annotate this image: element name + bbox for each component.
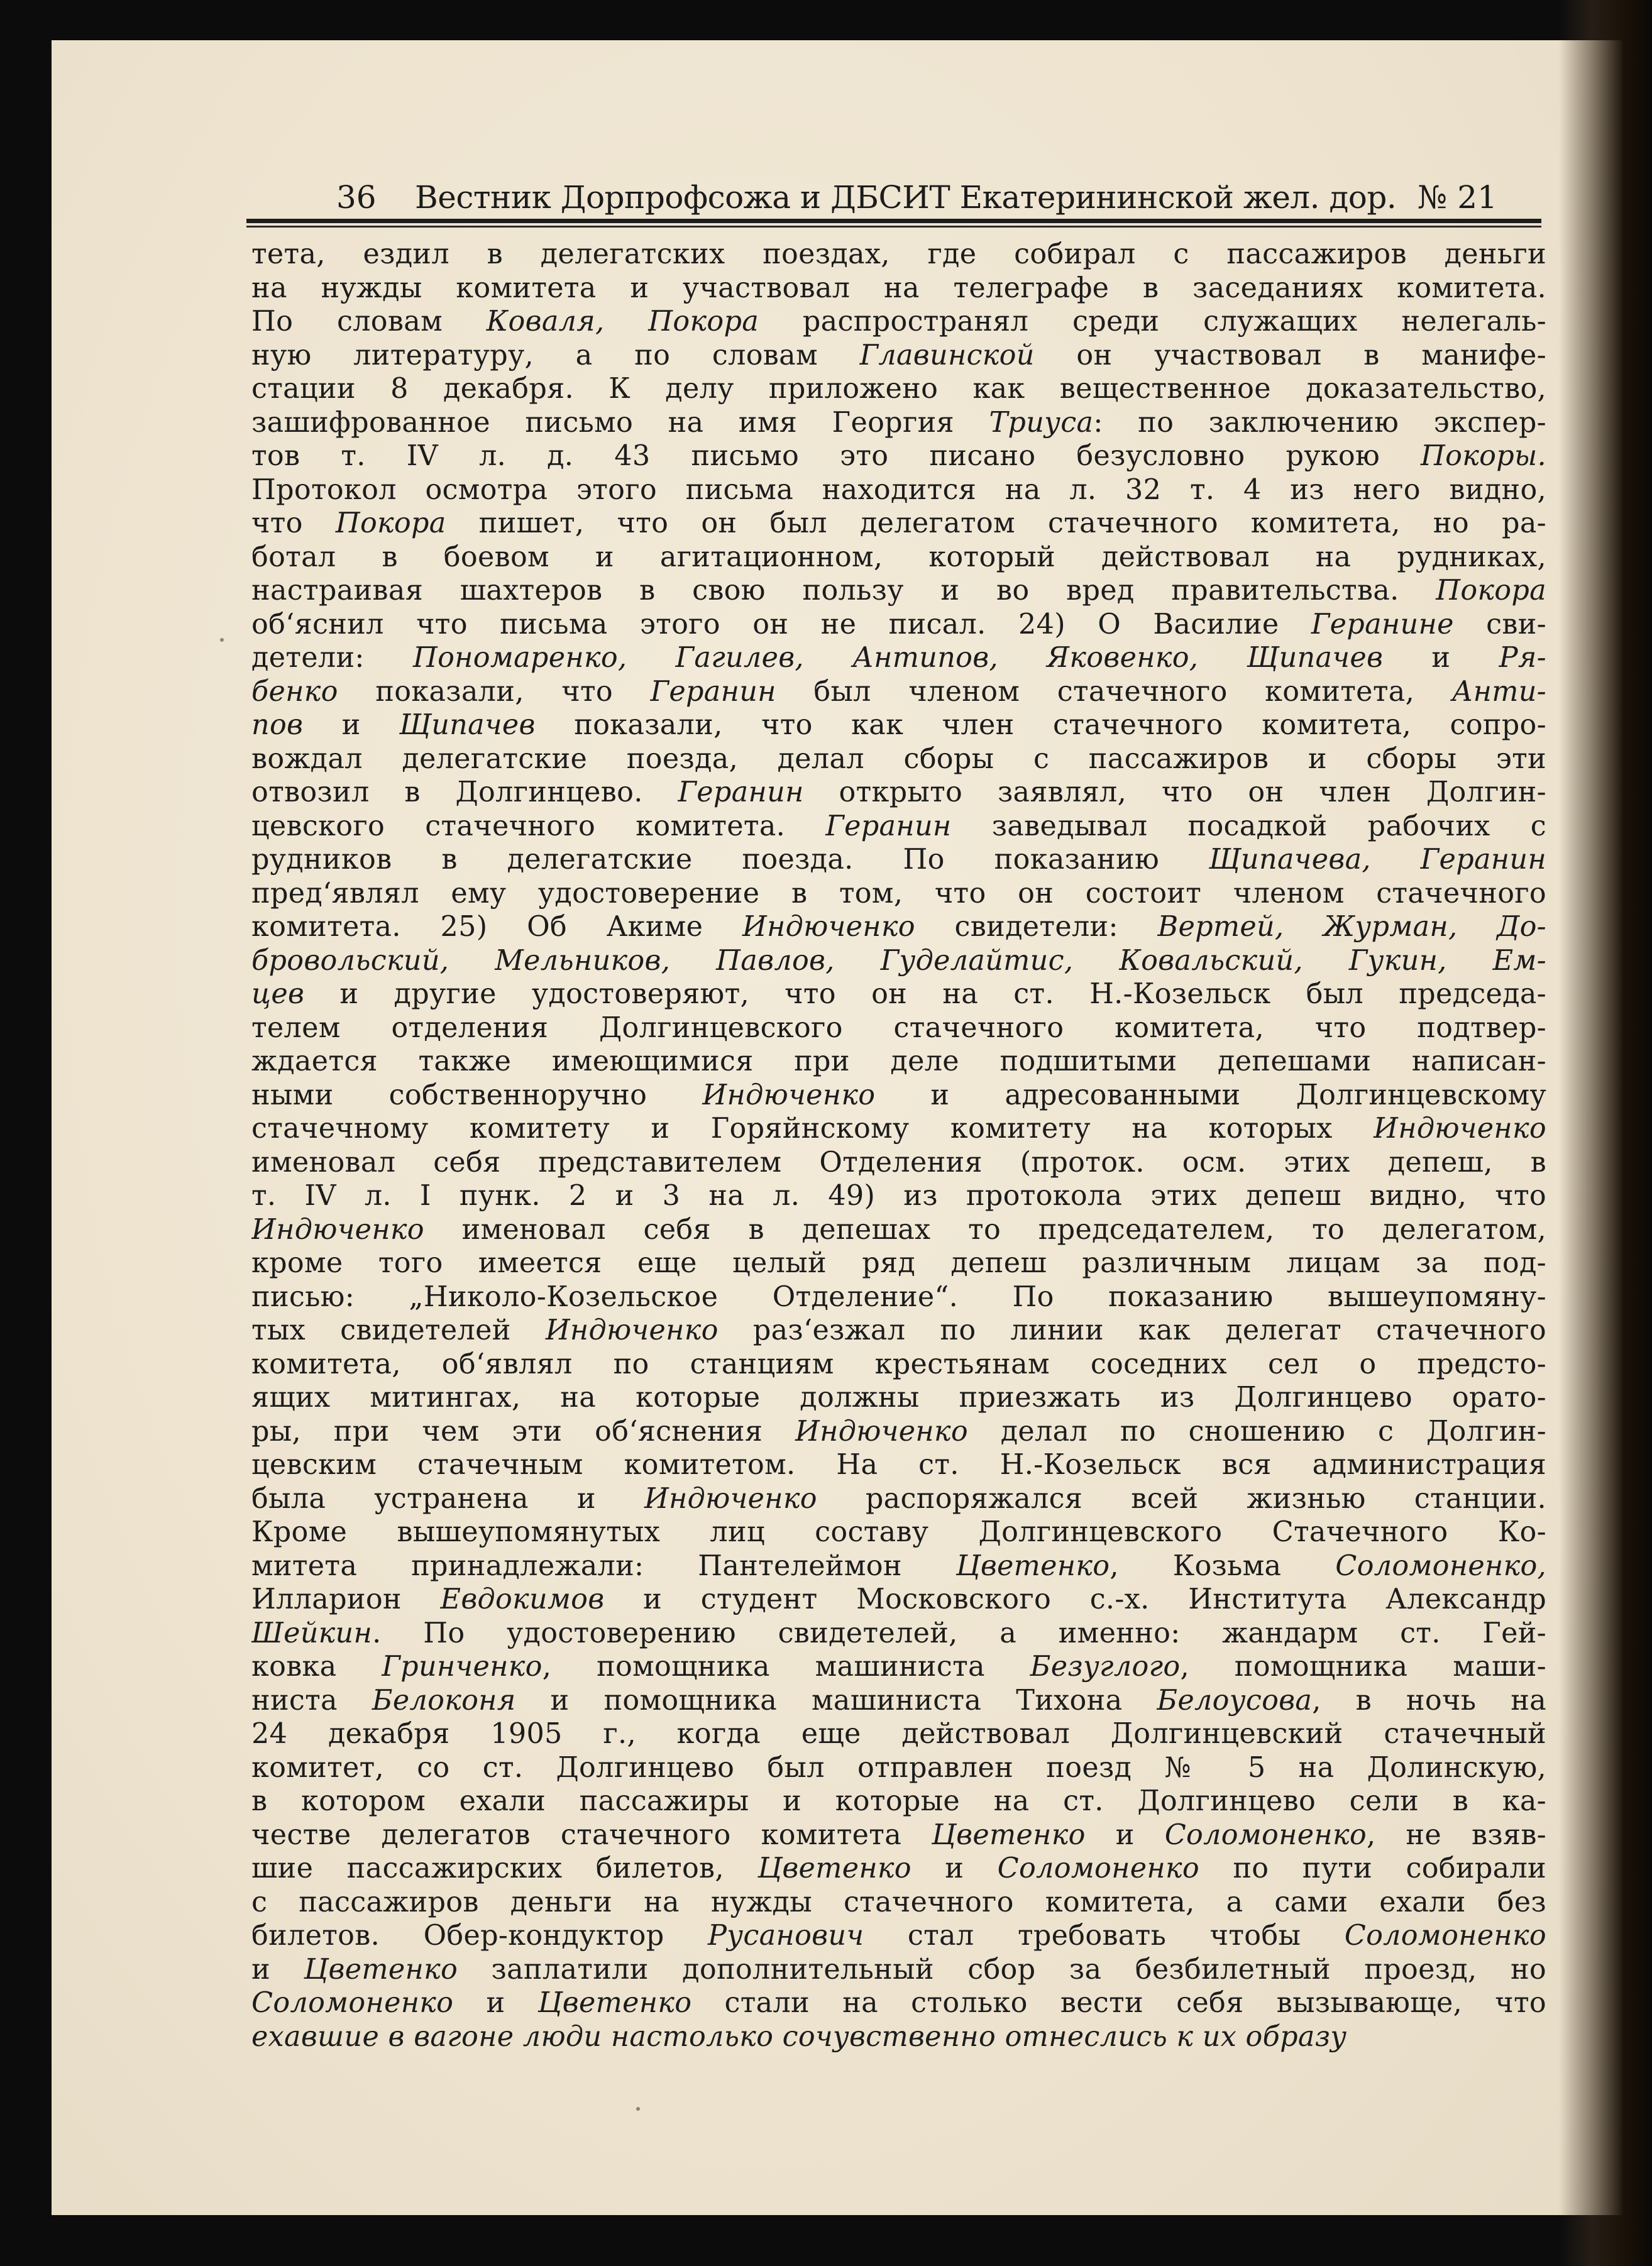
- text-line: [251, 1953, 1546, 1987]
- text-line: [251, 1482, 1546, 1516]
- text-line: [251, 1684, 1546, 1718]
- italic-name-span: ехавшие в вагоне люди настолько сочувственно отнеслись к их образу: [251, 2020, 1347, 2053]
- text-line: [251, 305, 1546, 339]
- text-line: [251, 1650, 1546, 1684]
- text-span: заплатили дополнительный сбор за безбилетный проезд, но: [458, 1953, 1546, 1986]
- text-span: ры, при чем эти об‘яснения: [251, 1415, 796, 1448]
- text-span: стачечному комитету и Горяйнскому комитету на которых: [251, 1113, 1374, 1145]
- text-span: и студент Московского с.-х. Института Александр: [604, 1583, 1546, 1615]
- text-span: открыто заявлял, что он член Долгин-: [803, 776, 1546, 808]
- text-line: [251, 1583, 1546, 1617]
- text-line: [251, 1717, 1546, 1751]
- italic-name-span: Вертей, Журман, До-: [1157, 911, 1546, 943]
- journal-title: Вестник Дорпрофсожа и ДБСИТ Екатерининской жел. дор.: [415, 179, 1397, 216]
- text-span: показали, что как член стачечного комитета, сопро-: [535, 709, 1546, 741]
- text-line: [251, 1011, 1546, 1045]
- text-span: и: [251, 1953, 304, 1986]
- text-line: [251, 339, 1546, 373]
- italic-name-span: Индюченко: [251, 1213, 424, 1246]
- text-line: [251, 977, 1546, 1011]
- italic-name-span: Покора: [335, 507, 446, 539]
- text-line: [251, 1146, 1546, 1180]
- text-line: [251, 541, 1546, 575]
- italic-name-span: Гринченко: [382, 1651, 542, 1683]
- text-span: билетов. Обер-кондуктор: [251, 1920, 708, 1952]
- italic-name-span: Главинской: [859, 339, 1035, 371]
- text-span: рудников в делегатские поезда. По показанию: [251, 844, 1209, 876]
- italic-name-span: Соломоненко: [251, 1987, 454, 2019]
- italic-name-span: Соломоненко: [997, 1852, 1199, 1884]
- text-line: [251, 1314, 1546, 1348]
- text-span: что: [251, 507, 336, 539]
- text-span: и помощника машиниста Тихона: [515, 1684, 1157, 1717]
- text-line: [251, 2020, 1546, 2054]
- italic-name-span: Индюченко: [545, 1314, 719, 1346]
- text-span: и адресованными Долгинцевскому: [875, 1079, 1546, 1111]
- text-line: [251, 406, 1546, 440]
- text-span: кроме того имеется еще целый ряд депеш различным лицам за под-: [251, 1247, 1546, 1279]
- text-span: ную литературу, а по словам: [251, 339, 860, 371]
- text-line: [251, 372, 1546, 406]
- text-line: [251, 1549, 1546, 1583]
- text-span: и другие удостоверяют, что он на ст. Н.-Козельск был председа-: [304, 978, 1546, 1010]
- running-header: [248, 179, 1546, 223]
- page-number: 36: [336, 179, 377, 216]
- text-line: [251, 1852, 1546, 1886]
- text-span: митета принадлежали: Пантелеймон: [251, 1549, 956, 1582]
- text-span: , помощника маши-: [1180, 1651, 1546, 1683]
- text-span: и: [1383, 642, 1499, 674]
- italic-name-span: Щипачев: [399, 709, 536, 741]
- text-span: и: [303, 709, 400, 741]
- text-line: [251, 1348, 1546, 1382]
- text-span: показали, что: [338, 675, 651, 708]
- text-line: [251, 1112, 1546, 1146]
- italic-name-span: Безуглого: [1030, 1651, 1181, 1683]
- text-line: [251, 810, 1546, 844]
- text-span: комитет, со ст. Долгинцево был отправлен поезд № 5 на Долинскую,: [251, 1751, 1546, 1784]
- text-line: [251, 776, 1546, 810]
- text-span: ждается также имеющимися при деле подшитыми депешами написан-: [251, 1045, 1546, 1077]
- text-span: делал по сношению с Долгин-: [967, 1415, 1546, 1448]
- text-span: именовал себя представителем Отделения (проток. осм. этих депеш, в: [251, 1146, 1546, 1179]
- text-line: [251, 238, 1546, 272]
- text-span: По словам: [251, 305, 487, 338]
- italic-name-span: Цветенко: [304, 1953, 458, 1986]
- italic-name-span: Евдокимов: [440, 1583, 605, 1615]
- text-span: стации 8 декабря. К делу приложено как вещественное доказательство,: [251, 373, 1546, 405]
- text-span: пишет, что он был делегатом стачечного комитета, но ра-: [446, 507, 1546, 539]
- text-span: : по заключению экспер-: [1093, 406, 1546, 439]
- text-span: комитета. 25) Об Акиме: [251, 911, 742, 943]
- header-rule-thick: [246, 219, 1541, 223]
- italic-name-span: Белоконя: [372, 1684, 516, 1717]
- text-span: Илларион: [251, 1583, 441, 1615]
- italic-name-span: Русанович: [708, 1920, 864, 1952]
- issue-number: № 21: [1418, 179, 1497, 216]
- text-span: ботал в боевом и агитационном, который действовал на рудниках,: [251, 541, 1546, 573]
- text-span: распоряжался всей жизнью станции.: [817, 1482, 1546, 1515]
- text-span: заведывал посадкой рабочих с: [951, 810, 1546, 842]
- text-span: об‘яснил что письма этого он не писал. 24) О Василие: [251, 608, 1311, 641]
- text-span: шие пассажирских билетов,: [251, 1852, 758, 1884]
- text-span: и: [453, 1987, 538, 2019]
- text-span: с пассажиров деньги на нужды стачечного комитета, а сами ехали без: [251, 1886, 1546, 1918]
- text-line: [251, 1280, 1546, 1314]
- text-span: цевским стачечным комитетом. На ст. Н.-Козельск вся администрация: [251, 1449, 1546, 1481]
- text-span: ными собственноручно: [251, 1079, 703, 1111]
- italic-name-span: Белоусова: [1157, 1684, 1313, 1717]
- italic-name-span: Покоры.: [1421, 440, 1546, 472]
- text-line: [251, 1213, 1546, 1247]
- text-line: [251, 1751, 1546, 1785]
- ink-speck: [636, 2107, 640, 2111]
- italic-name-span: Покора: [1436, 575, 1546, 607]
- text-line: [251, 675, 1546, 709]
- text-line: [251, 439, 1546, 473]
- italic-name-span: Цветенко: [932, 1818, 1086, 1851]
- text-span: и: [1085, 1818, 1165, 1851]
- italic-name-span: Индюченко: [1374, 1113, 1546, 1145]
- italic-name-span: Индюченко: [795, 1415, 968, 1448]
- text-span: Протокол осмотра этого письма находится на л. 32 т. 4 из него видно,: [251, 473, 1546, 506]
- text-line: [251, 641, 1546, 675]
- text-span: Кроме вышеупомянутых лиц составу Долгинцевского Стачечного Ко-: [251, 1516, 1546, 1548]
- text-span: писью: „Николо-Козельское Отделение“. По показанию вышеупомяну-: [251, 1280, 1546, 1313]
- text-span: была устранена и: [251, 1482, 644, 1515]
- text-span: отвозил в Долгинцево.: [251, 776, 678, 808]
- italic-name-span: пов: [251, 709, 304, 741]
- text-span: раз‘езжал по линии как делегат стачечного: [718, 1314, 1546, 1346]
- text-line: [251, 1818, 1546, 1852]
- text-span: тых свидетелей: [251, 1314, 546, 1346]
- text-line: [251, 944, 1546, 978]
- text-line: [251, 1045, 1546, 1079]
- italic-name-span: Геранин: [825, 810, 952, 842]
- text-span: , не взяв-: [1366, 1818, 1546, 1851]
- italic-name-span: бровольский, Мельников, Павлов, Гуделайтис, Ковальский, Гукин, Ем-: [251, 944, 1546, 977]
- italic-name-span: Цветенко: [757, 1852, 911, 1884]
- italic-name-span: Коваля, Покора: [486, 305, 759, 338]
- italic-name-span: Анти-: [1451, 675, 1546, 708]
- text-span: тета, ездил в делегатских поездах, где собирал с пассажиров деньги: [251, 238, 1546, 270]
- text-line: [251, 877, 1546, 911]
- text-line: [251, 910, 1546, 944]
- text-line: [251, 1079, 1546, 1113]
- text-span: цевского стачечного комитета.: [251, 810, 826, 842]
- italic-name-span: Индюченко: [702, 1079, 876, 1111]
- text-line: [251, 507, 1546, 541]
- text-line: [251, 473, 1546, 507]
- text-span: был членом стачечного комитета,: [776, 675, 1452, 708]
- italic-name-span: Цветенко: [537, 1987, 692, 2019]
- text-span: сви-: [1453, 608, 1546, 641]
- text-span: телем отделения Долгинцевского стачечного комитета, что подтвер-: [251, 1011, 1546, 1044]
- italic-name-span: Шейкин: [251, 1617, 373, 1649]
- text-span: зашифрованное письмо на имя Георгия: [251, 406, 989, 439]
- text-span: распространял среди служащих нелегаль-: [759, 305, 1546, 338]
- text-line: [251, 1919, 1546, 1953]
- text-span: , помощника машиниста: [542, 1651, 1030, 1683]
- text-line: [251, 1986, 1546, 2020]
- text-line: [251, 608, 1546, 642]
- text-span: ковка: [251, 1651, 382, 1683]
- text-span: вождал делегатские поезда, делал сборы с пассажиров и сборы эти: [251, 742, 1546, 775]
- text-span: честве делегатов стачечного комитета: [251, 1818, 932, 1851]
- text-span: он участвовал в манифе-: [1034, 339, 1546, 371]
- text-span: тов т. IV л. д. 43 письмо это писано безусловно рукою: [251, 440, 1421, 472]
- italic-name-span: Индюченко: [742, 911, 915, 943]
- text-span: свидетели:: [915, 911, 1158, 943]
- italic-name-span: Пономаренко, Гагилев, Антипов, Яковенко, Щипачев: [412, 642, 1384, 674]
- header-rule-thin: [246, 226, 1541, 228]
- text-line: [251, 574, 1546, 608]
- text-span: комитета, об‘являл по станциям крестьянам соседних сел о предсто-: [251, 1348, 1546, 1380]
- text-line: [251, 1179, 1546, 1213]
- italic-name-span: Геранин: [678, 776, 804, 808]
- text-line: [251, 1448, 1546, 1482]
- italic-name-span: Соломоненко,: [1335, 1549, 1546, 1582]
- text-line: [251, 708, 1546, 742]
- text-span: на нужды комитета и участвовал на телеграфе в заседаниях комитета.: [251, 272, 1546, 304]
- italic-name-span: Цветенко: [955, 1549, 1110, 1582]
- italic-name-span: Геранине: [1311, 608, 1454, 641]
- text-line: [251, 1886, 1546, 1920]
- italic-name-span: Триуса: [989, 406, 1094, 439]
- text-line: [251, 1515, 1546, 1549]
- text-span: . По удостоверению свидетелей, а именно: жандарм ст. Гей-: [372, 1617, 1546, 1649]
- text-span: стал требовать чтобы: [864, 1920, 1345, 1952]
- italic-name-span: Соломоненко: [1164, 1818, 1367, 1851]
- pencil-tick-mark: [220, 638, 224, 642]
- italic-name-span: бенко: [251, 675, 338, 708]
- italic-name-span: Геранин: [650, 675, 776, 708]
- italic-name-span: Щипачева, Геранин: [1208, 844, 1546, 876]
- book-spine-shadow: [1559, 0, 1652, 2266]
- text-line: [251, 1381, 1546, 1415]
- text-span: именовал себя в депешах то председателем, то делегатом,: [424, 1213, 1546, 1246]
- italic-name-span: цев: [251, 978, 305, 1010]
- italic-name-span: Ря-: [1499, 642, 1546, 674]
- text-line: [251, 1785, 1546, 1818]
- text-span: пред‘являл ему удостоверение в том, что он состоит членом стачечного: [251, 877, 1546, 910]
- text-line: [251, 1617, 1546, 1651]
- text-span: настраивая шахтеров в свою пользу и во вред правительства.: [251, 575, 1436, 607]
- italic-name-span: Соломоненко: [1344, 1920, 1546, 1952]
- text-span: детели:: [251, 642, 413, 674]
- text-span: ниста: [251, 1684, 372, 1717]
- text-span: 24 декабря 1905 г., когда еще действовал Долгинцевский стачечный: [251, 1718, 1546, 1750]
- text-span: стали на столько вести себя вызывающе, что: [691, 1987, 1546, 2019]
- text-span: , Козьма: [1110, 1549, 1336, 1582]
- text-line: [251, 1415, 1546, 1449]
- text-line: [251, 1246, 1546, 1280]
- text-span: , в ночь на: [1312, 1684, 1546, 1717]
- text-line: [251, 742, 1546, 776]
- text-span: ящих митингах, на которые должны приезжать из Долгинцево орато-: [251, 1382, 1546, 1414]
- italic-name-span: Индюченко: [644, 1482, 817, 1515]
- text-span: в котором ехали пассажиры и которые на ст. Долгинцево сели в ка-: [251, 1785, 1546, 1817]
- body-text: [251, 238, 1546, 2054]
- text-line: [251, 843, 1546, 877]
- text-span: т. IV л. I пунк. 2 и 3 на л. 49) из протокола этих депеш видно, что: [251, 1180, 1546, 1212]
- text-line: [251, 272, 1546, 305]
- text-span: и: [911, 1852, 998, 1884]
- text-span: по пути собирали: [1199, 1852, 1546, 1884]
